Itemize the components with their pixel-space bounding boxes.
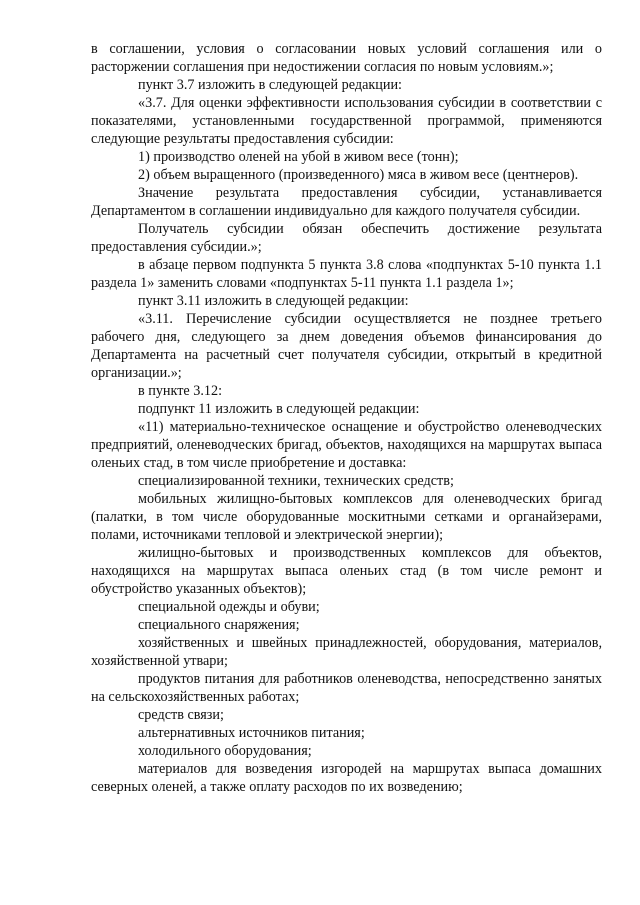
paragraph-continuation: в соглашении, условия о согласовании новых условий соглашения или о расторжении соглашения при недостижении согласия по новым условиям.»; bbox=[91, 41, 602, 75]
list-item-mobile-complexes: мобильных жилищно-бытовых комплексов для оленеводческих бригад (палатки, в том числе оборудованные москитными сетками и органайзерами, полами, источниками тепловой и электрической энергии); bbox=[91, 491, 602, 543]
list-item-household: хозяйственных и швейных принадлежностей, оборудования, материалов, хозяйственной утвари; bbox=[91, 635, 602, 669]
paragraph-sub-11-text: «11) материально-техническое оснащение и обустройство оленеводческих предприятий, оленеводческих бригад, объектов, находящихся на маршрутах выпаса оленьих стад, в том числе приобретение и доставка: bbox=[91, 419, 602, 471]
paragraph-recipient-obligation: Получатель субсидии обязан обеспечить достижение результата предоставления субсидии.»; bbox=[91, 221, 602, 255]
paragraph-in-3-12: в пункте 3.12: bbox=[138, 383, 223, 399]
paragraph-amend-sub-11: подпункт 11 изложить в следующей редакции: bbox=[138, 401, 420, 417]
paragraph-result-value: Значение результата предоставления субсидии, устанавливается Департаментом в соглашении индивидуально для каждого получателя субсидии. bbox=[91, 185, 602, 219]
document-page bbox=[91, 40, 602, 796]
paragraph-amend-3-11: пункт 3.11 изложить в следующей редакции: bbox=[138, 293, 409, 309]
paragraph-amend-3-7: пункт 3.7 изложить в следующей редакции: bbox=[138, 77, 402, 93]
list-item-refrigeration: холодильного оборудования; bbox=[138, 743, 312, 759]
list-item-gear: специального снаряжения; bbox=[138, 617, 300, 633]
list-item-housing-complexes: жилищно-бытовых и производственных комплексов для объектов, находящихся на маршрутах выпаса оленьих стад (в том числе ремонт и обустройство указанных объектов); bbox=[91, 545, 602, 597]
list-item-communication: средств связи; bbox=[138, 707, 224, 723]
list-item-result-1: 1) производство оленей на убой в живом весе (тонн); bbox=[138, 149, 459, 165]
paragraph-amend-3-8: в абзаце первом подпункта 5 пункта 3.8 слова «подпунктах 5-10 пункта 1.1 раздела 1» заменить словами «подпунктах 5-11 пункта 1.1 раздела 1»; bbox=[91, 257, 602, 291]
list-item-result-2: 2) объем выращенного (произведенного) мяса в живом весе (центнеров). bbox=[138, 167, 579, 183]
list-item-power-sources: альтернативных источников питания; bbox=[138, 725, 365, 741]
list-item-fences: материалов для возведения изгородей на маршрутах выпаса домашних северных оленей, а также оплату расходов по их возведению; bbox=[91, 761, 602, 795]
paragraph-3-7-text: «3.7. Для оценки эффективности использования субсидии в соответствии с показателями, установленными государственной программой, применяются следующие результаты предоставления субсидии: bbox=[91, 95, 602, 147]
list-item-clothing: специальной одежды и обуви; bbox=[138, 599, 320, 615]
list-item-special-equipment: специализированной техники, технических средств; bbox=[138, 473, 454, 489]
list-item-food: продуктов питания для работников оленеводства, непосредственно занятых на сельскохозяйственных работах; bbox=[91, 671, 602, 705]
paragraph-3-11-text: «3.11. Перечисление субсидии осуществляется не позднее третьего рабочего дня, следующего за днем доведения объемов финансирования до Департамента на расчетный счет получателя субсидии, открытый в кредитной организации.»; bbox=[91, 311, 602, 381]
